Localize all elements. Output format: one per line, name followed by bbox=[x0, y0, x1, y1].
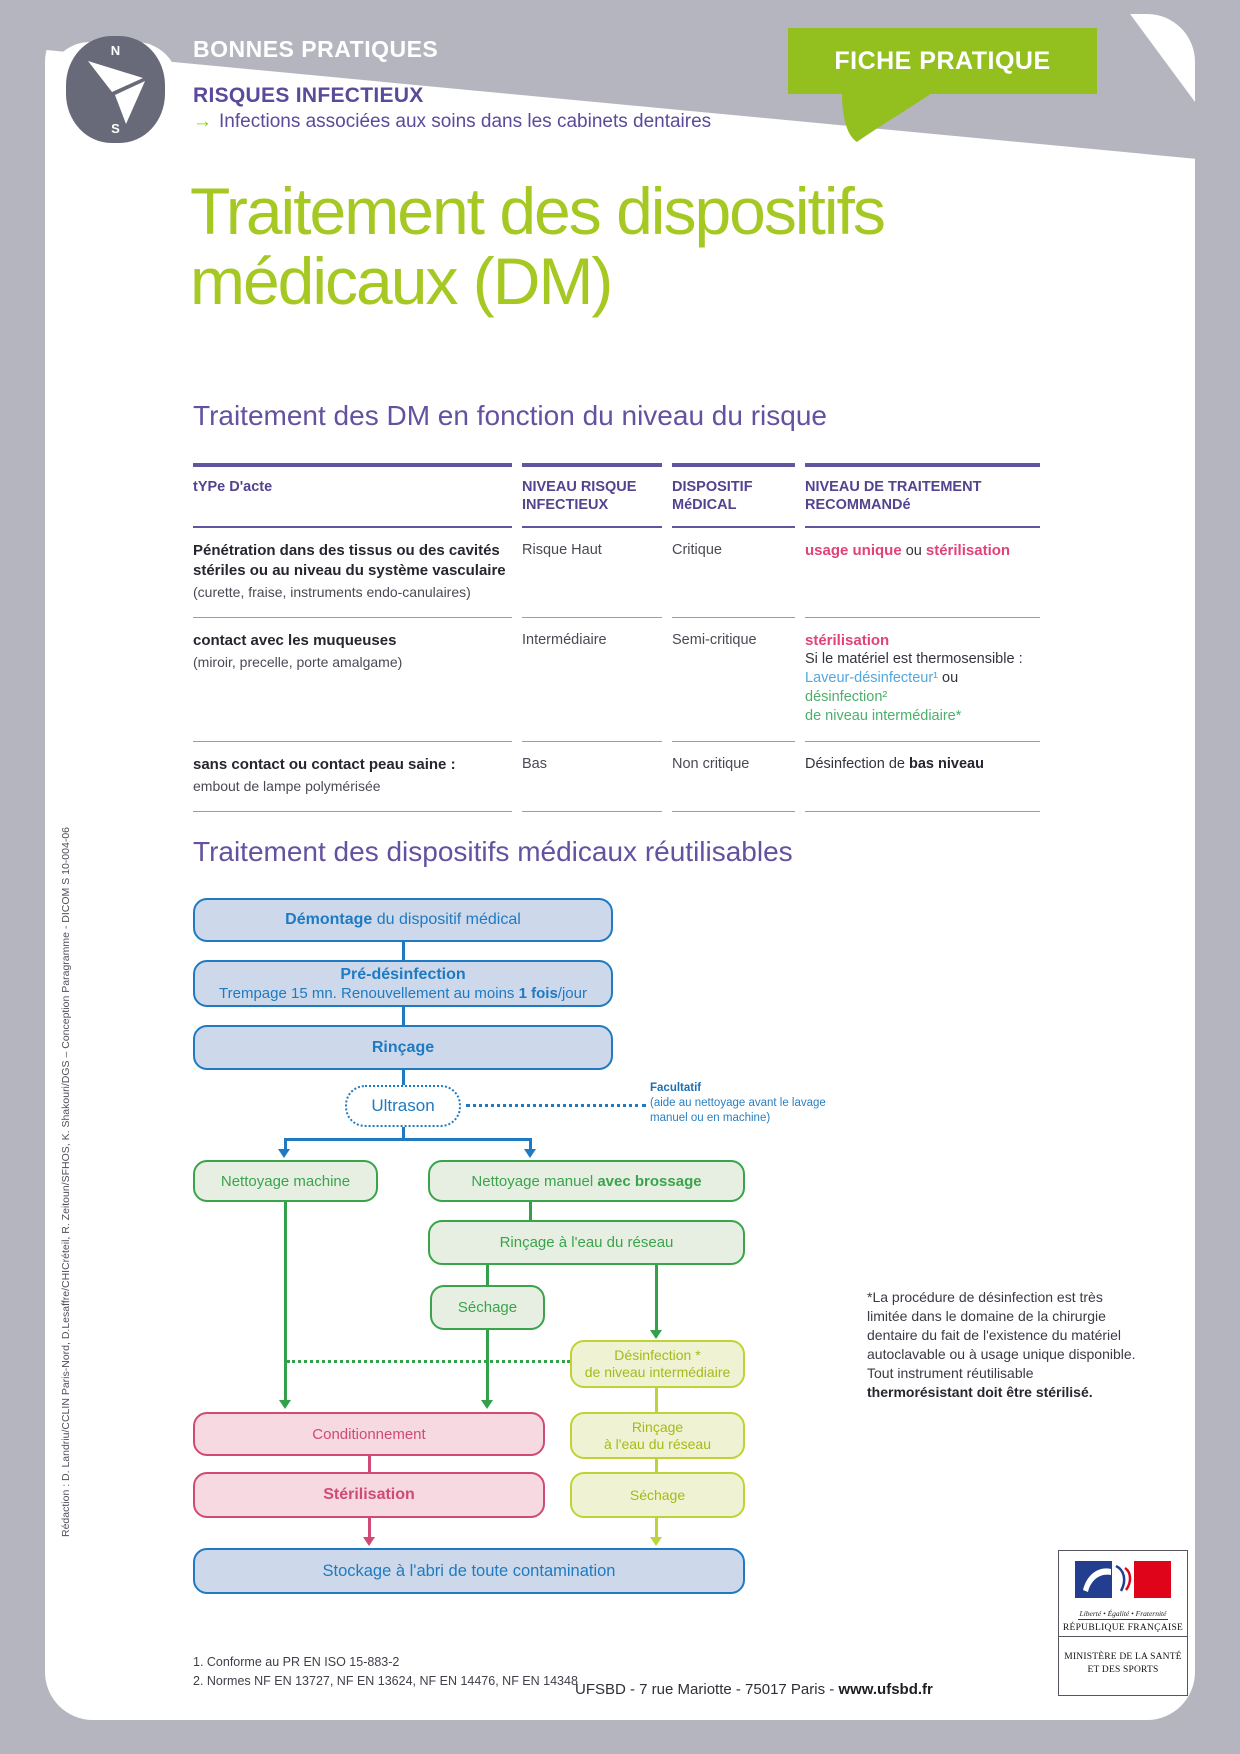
flow-step-rincage-reseau-2: Rinçage à l'eau du réseau bbox=[570, 1412, 745, 1459]
flow-step-nettoyage-manuel: Nettoyage manuel avec brossage bbox=[428, 1160, 745, 1202]
flow-step-sechage-2: Séchage bbox=[570, 1472, 745, 1518]
flow-connector bbox=[402, 1007, 405, 1025]
flow-step-desinfection-intermediaire: Désinfection * de niveau intermédiaire bbox=[570, 1340, 745, 1388]
arrow-down-icon bbox=[650, 1537, 662, 1546]
arrow-down-icon bbox=[481, 1400, 493, 1409]
flow-connector bbox=[368, 1518, 371, 1539]
ministry-logo-block bbox=[1058, 1550, 1188, 1696]
disinfection-note: *La procédure de désinfection est très limitée dans le domaine de la chirurgie dentaire du fait de l'existence du matériel autoclavable ou à usage unique disponible. Tout instrument réutilisable thermorésistant doit être stérilisé. bbox=[867, 1289, 1136, 1400]
facultatif-annotation: Facultatif (aide au nettoyage avant le lavage manuel ou en machine) bbox=[650, 1082, 826, 1124]
flow-connector bbox=[655, 1388, 658, 1412]
flow-connector bbox=[655, 1459, 658, 1472]
section-heading-risk-table: Traitement des DM en fonction du niveau du risque bbox=[193, 400, 827, 431]
col-header-traitement: NIVEAU DE TRAITEMENT RECOMMANDé bbox=[805, 463, 1040, 528]
flow-step-conditionnement: Conditionnement bbox=[193, 1412, 545, 1456]
flow-connector bbox=[284, 1202, 287, 1401]
kicker: BONNES PRATIQUES bbox=[193, 36, 439, 62]
table-row: Pénétration dans des tissus ou des cavités stériles ou au niveau du système vasculaire (curette, fraise, instruments endo-canulaires) Risque Haut Critique usage unique ou stérilisation bbox=[193, 542, 1011, 600]
badge-tail bbox=[840, 93, 935, 145]
footnote-1: 1. Conforme au PR EN ISO 15-883-2 bbox=[193, 1655, 400, 1669]
risk-table bbox=[193, 463, 1040, 812]
republic-motto: Liberté • Égalité • Fraternité bbox=[1079, 1609, 1167, 1618]
footnotes bbox=[193, 1653, 578, 1691]
category-title: RISQUES INFECTIEUX bbox=[193, 84, 424, 107]
col-header-risque: NIVEAU RISQUE INFECTIEUX bbox=[522, 463, 662, 528]
compass-north-label: N bbox=[110, 43, 121, 58]
fiche-pratique-badge bbox=[788, 28, 1097, 94]
flow-connector bbox=[402, 1070, 405, 1085]
flow-step-stockage: Stockage à l'abri de toute contamination bbox=[193, 1548, 745, 1594]
facultatif-dotted-line bbox=[466, 1104, 646, 1107]
flow-connector bbox=[655, 1518, 658, 1539]
footer-address: UFSBD - 7 rue Mariotte - 75017 Paris - www.ufsbd.fr bbox=[575, 1681, 933, 1698]
footnote-2: 2. Normes NF EN 13727, NF EN 13624, NF EN 14476, NF EN 14348 bbox=[193, 1674, 578, 1688]
subcategory bbox=[193, 111, 711, 133]
flow-step-sterilisation: Stérilisation bbox=[193, 1472, 545, 1518]
flow-connector bbox=[284, 1138, 531, 1141]
table-header-row bbox=[193, 463, 1040, 528]
flow-connector bbox=[368, 1456, 371, 1472]
arrow-down-icon bbox=[279, 1400, 291, 1409]
compass-south-label: S bbox=[111, 121, 120, 136]
table-row: sans contact ou contact peau saine : embout de lampe polymérisée Bas Non critique Désinfection de bas niveau bbox=[193, 741, 1040, 811]
flow-step-rincage-reseau: Rinçage à l'eau du réseau bbox=[428, 1220, 745, 1265]
flow-connector bbox=[402, 1127, 405, 1138]
flow-connector bbox=[486, 1265, 489, 1285]
website-link[interactable]: www.ufsbd.fr bbox=[838, 1681, 933, 1698]
page-title: Traitement des dispositifs médicaux (DM) bbox=[190, 174, 884, 318]
flow-step-ultrason: Ultrason bbox=[345, 1085, 461, 1127]
flow-step-demontage: Démontage du dispositif médical bbox=[193, 898, 613, 942]
flow-dotted-line bbox=[287, 1360, 570, 1363]
col-header-dispositif: DISPOSITIF MéDICAL bbox=[672, 463, 795, 528]
flow-connector bbox=[402, 942, 405, 960]
table-bottom-rule bbox=[193, 811, 1040, 812]
credits-vertical-text: Rédaction : D. Landriu/CCLIN Paris-Nord, D.Lesaffre/CHICréteil, R. Zeitoun/SFHOS, K. Shakouri/DGS – Conception Paragramme - DICOM S 10-004-06 bbox=[60, 826, 72, 1537]
arrow-down-icon bbox=[524, 1149, 536, 1158]
flow-connector bbox=[529, 1202, 532, 1220]
compass-icon bbox=[66, 36, 165, 143]
ministry-name: MINISTÈRE DE LA SANTÉ ET DES SPORTS bbox=[1064, 1652, 1182, 1675]
col-header-acte: tYPe D'acte bbox=[193, 463, 512, 528]
flow-step-predesinfection: Pré-désinfection Trempage 15 mn. Renouvellement au moins 1 fois/jour bbox=[193, 960, 613, 1007]
flow-step-sechage: Séchage bbox=[430, 1285, 545, 1330]
republic-label: RÉPUBLIQUE FRANÇAISE bbox=[1062, 1623, 1184, 1633]
flow-step-nettoyage-machine: Nettoyage machine bbox=[193, 1160, 378, 1202]
subcategory-label: Infections associées aux soins dans les cabinets dentaires bbox=[219, 111, 712, 132]
flow-connector bbox=[655, 1265, 658, 1331]
flow-step-rincage: Rinçage bbox=[193, 1025, 613, 1070]
flow-connector bbox=[486, 1330, 489, 1401]
arrow-down-icon bbox=[363, 1537, 375, 1546]
arrow-right-icon: → bbox=[193, 111, 212, 132]
french-republic-flag-icon bbox=[1075, 1561, 1171, 1598]
badge-label: FICHE PRATIQUE bbox=[834, 46, 1051, 75]
arrow-down-icon bbox=[650, 1330, 662, 1339]
table-row: contact avec les muqueuses (miroir, precelle, porte amalgame) Intermédiaire Semi-critique stérilisation Si le matériel est thermosensible : Laveur-désinfecteur¹ ou désinfection² de niveau intermédiaire* bbox=[193, 617, 1040, 741]
arrow-down-icon bbox=[278, 1149, 290, 1158]
section-heading-flowchart: Traitement des dispositifs médicaux réutilisables bbox=[193, 836, 793, 867]
